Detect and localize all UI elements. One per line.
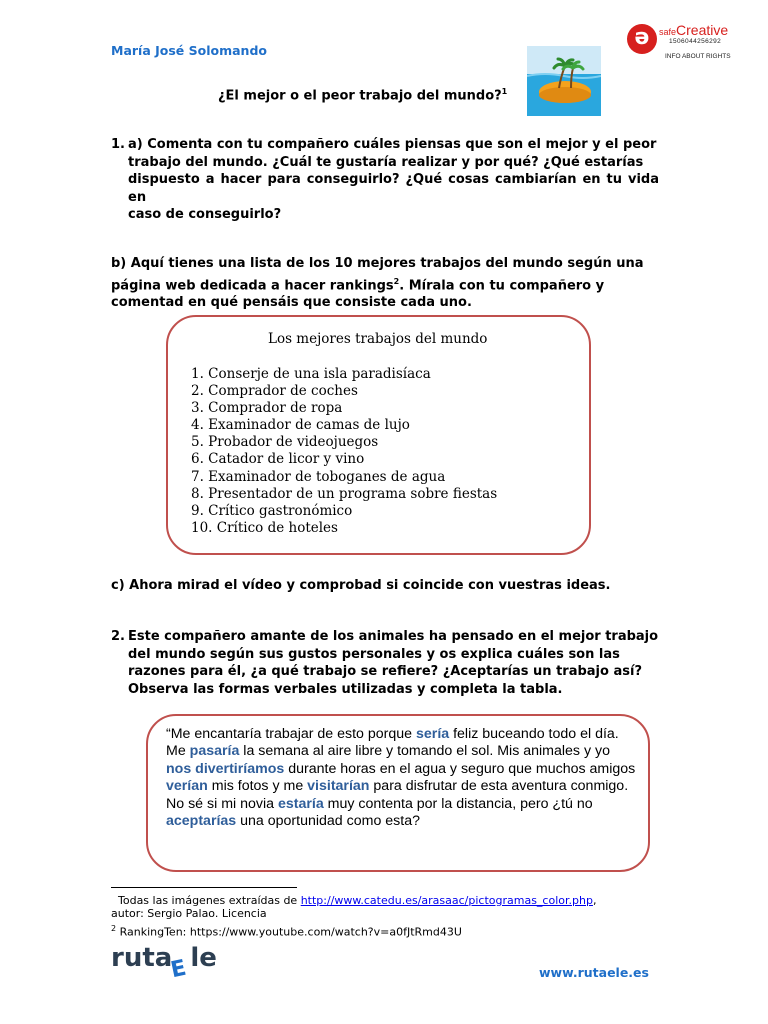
safecreative-info: INFO ABOUT RIGHTS <box>665 53 731 60</box>
safecreative-brand: safeCreative <box>659 22 729 38</box>
site-link[interactable]: www.rutaele.es <box>539 965 649 980</box>
list-item: 8. Presentador de un programa sobre fiestas <box>191 485 498 502</box>
verb-highlight: visitarían <box>307 778 370 795</box>
island-icon <box>527 46 601 116</box>
footnote-ref-2: 2 <box>393 276 400 286</box>
safecreative-icon: ə <box>627 24 657 54</box>
footnote-divider <box>111 887 297 888</box>
list-item: 5. Probador de videojuegos <box>191 434 379 451</box>
question-1a <box>111 136 659 224</box>
rutaele-logo-text: ruta le <box>111 943 217 973</box>
verb-highlight: pasaría <box>189 743 240 760</box>
question-1c: c) Ahora mirad el vídeo y comprobad si coincide con vuestras ideas. <box>111 578 611 593</box>
question-number: 2. <box>111 629 125 644</box>
rutaele-logo[interactable] <box>111 943 221 987</box>
verb-highlight: nos divertiríamos <box>166 760 285 777</box>
list-item: 6. Catador de licor y vino <box>191 451 365 468</box>
question-2 <box>111 628 659 698</box>
list-item: 10. Crítico de hoteles <box>191 519 338 536</box>
footnote-2: $^2$ RankingTen: https://www.youtube.com/watch?v=a0fJtRmd43U <box>111 924 462 939</box>
footnote-ref-1: 1 <box>501 87 508 96</box>
jobs-list-title: Los mejores trabajos del mundo <box>268 331 488 347</box>
page-title: ¿El mejor o el peor trabajo del mundo?$^1$ <box>218 87 508 104</box>
question-2-text: Este compañero amante de los animales ha pensado en el mejor trabajo del mundo según sus gustos personales y os explica cuáles son las razones para él, ¿a qué trabajo se refiere? ¿Aceptarías un trabajo así? Observa las formas verbales utilizadas y completa la tabla. <box>128 629 659 697</box>
verb-highlight: verían <box>166 778 208 795</box>
verb-highlight: sería <box>416 726 450 742</box>
list-item: 7. Examinador de toboganes de agua <box>191 468 446 485</box>
list-item: 2. Comprador de coches <box>191 383 358 400</box>
jobs-list <box>191 366 497 537</box>
verb-highlight: estaría <box>277 795 324 812</box>
question-number: 1. <box>111 137 125 152</box>
question-1b: b) Aquí tienes una lista de los 10 mejores trabajos del mundo según una página web dedicada a hacer rankings$^2$. Mírala con tu compañero y comentad en qué pensáis que consiste cada uno. <box>111 256 644 311</box>
safecreative-logo[interactable] <box>627 22 737 64</box>
safecreative-code: 1506044256292 <box>669 38 722 45</box>
question-1a-text: a) Comenta con tu compañero cuáles piensas que son el mejor y el peor trabajo del mundo. ¿Cuál te gustaría realizar y por qué? ¿Qué estarías dispuesto a hacer para conseguirlo? ¿Qué cosas cambiarían en tu vida en caso de conseguirlo? <box>128 137 659 222</box>
verb-highlight: aceptarías <box>166 813 237 830</box>
list-item: 9. Crítico gastronómico <box>191 502 353 519</box>
list-item: 3. Comprador de ropa <box>191 400 343 417</box>
author-name: María José Solomando <box>111 43 267 58</box>
list-item: 1. Conserje de una isla paradisíaca <box>191 366 431 382</box>
list-item: 4. Examinador de camas de lujo <box>191 417 410 434</box>
arasaac-link[interactable]: http://www.catedu.es/arasaac/pictogramas_color.php <box>300 894 593 907</box>
quote-box <box>146 714 650 872</box>
rutaele-logo-e: E <box>168 955 189 984</box>
jobs-list-box <box>166 315 591 555</box>
quote-text: “Me encantaría trabajar de esto porque sería feliz buceando todo el día. Me pasaría la semana al aire libre y tomando el sol. Mis animales y yo nos divertiríamos durante horas en el agua y seguro que muchos amigos verían mis fotos y me visitarían para disfrutar de esta aventura conmigo. No sé si mi novia estaría muy contenta por la distancia, pero ¿tú no aceptarías una oportunidad como esta? <box>166 726 636 830</box>
footnote-1: Todas las imágenes extraídas de http://www.catedu.es/arasaac/pictogramas_color.php, autor: Sergio Palao. Licencia <box>111 894 597 920</box>
